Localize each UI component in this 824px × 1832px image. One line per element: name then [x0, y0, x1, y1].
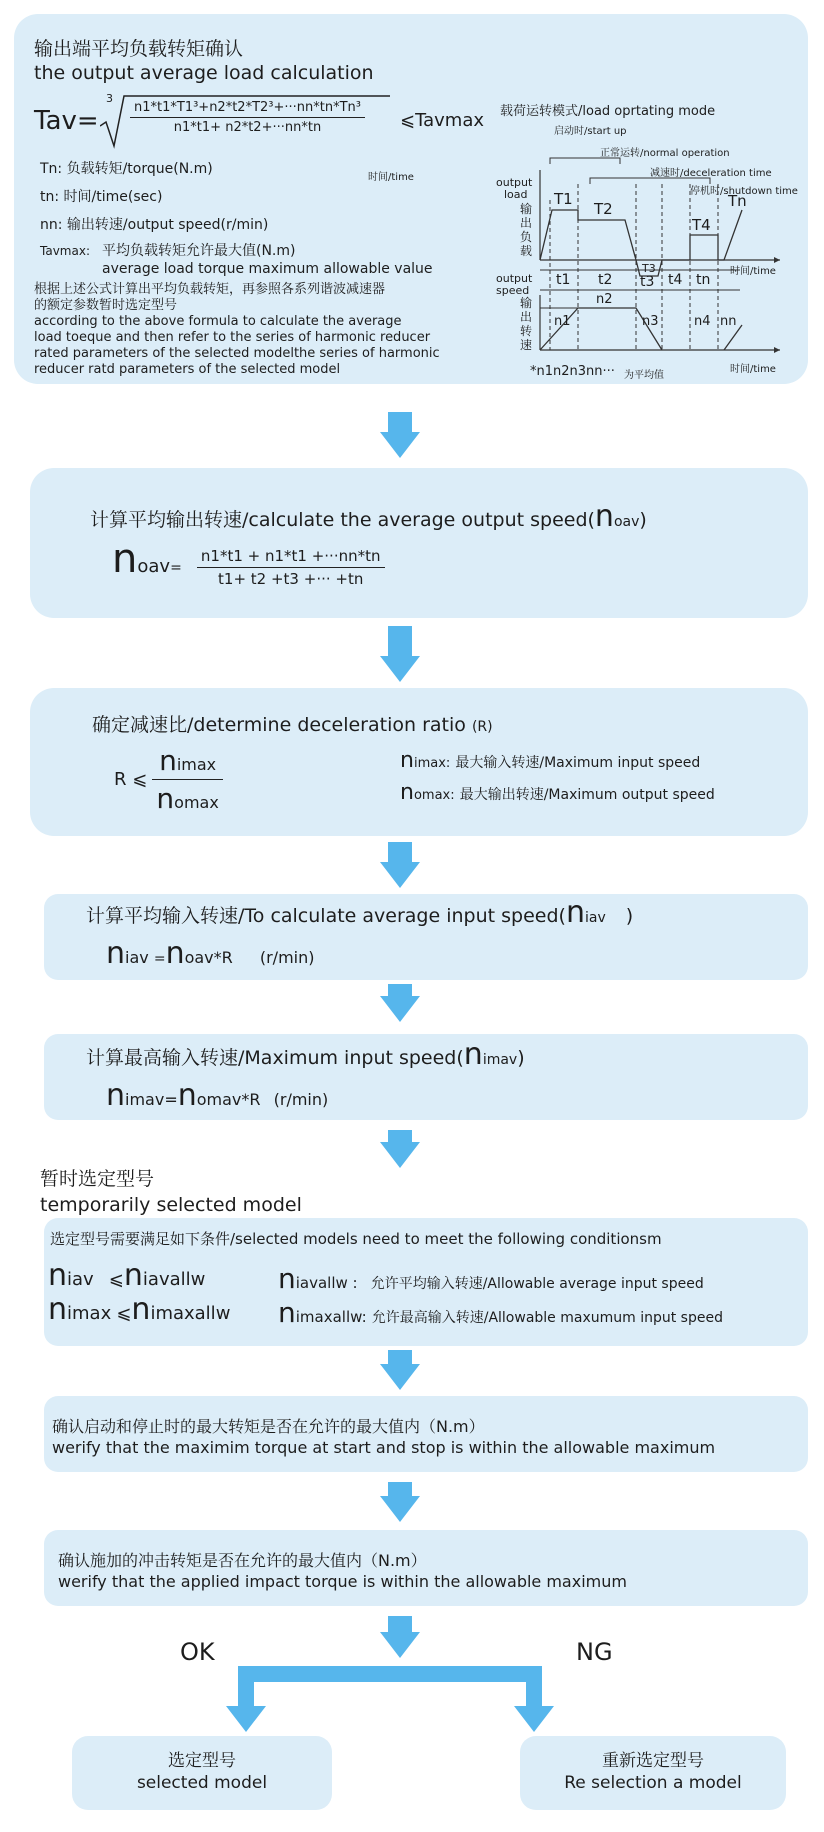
step3-title-r: (R)	[471, 719, 493, 735]
time-label-3: 时间/time	[730, 364, 776, 375]
d2-n: n	[278, 1296, 296, 1329]
d2-text: 允许最高输入转速/Allowable maxumum input speed	[371, 1310, 723, 1326]
step3-def1	[400, 748, 700, 773]
nn-label: nn	[720, 314, 737, 329]
label-decel: 减速时/deceleration time	[650, 168, 772, 179]
arrow-8-head	[380, 1632, 420, 1658]
step7-en: werify that the maximim torque at start and stop is within the allowable maximum	[52, 1438, 716, 1457]
def1-n: n	[400, 748, 414, 773]
n2-label: n2	[596, 292, 613, 307]
c2-sub2: imaxallw	[150, 1303, 231, 1324]
tn-label: tn	[696, 272, 711, 288]
step4-tail: *R	[213, 948, 233, 967]
arrow-3-head	[380, 862, 420, 888]
step6-d2	[278, 1296, 723, 1329]
ratio-num-n: n	[159, 744, 177, 777]
branch-right-shaft	[526, 1666, 542, 1710]
n3-label: n3	[642, 314, 659, 329]
def2-n: n	[400, 780, 414, 805]
arrow-4-shaft	[388, 984, 412, 996]
arrow-2-shaft	[388, 626, 412, 656]
step6-c2	[48, 1292, 230, 1327]
step4-title-sub: iav	[584, 910, 606, 926]
branch-bar	[238, 1666, 542, 1682]
step6-title-en: temporarily selected model	[40, 1194, 302, 1216]
step5-title-text: 计算最高输入转速/Maximum input speed(	[86, 1047, 464, 1069]
c1-op: ⩽	[108, 1269, 124, 1290]
tav-denominator: n1*t1+ n2*t2+···nn*tn	[173, 120, 322, 135]
step5-eq: =	[164, 1090, 178, 1109]
def-tavmax-cn: 平均负载转矩允许最大值(N.m)	[102, 243, 296, 259]
note-cn1: 根据上述公式计算出平均负载转矩，再参照各系列谐波减速器	[34, 282, 386, 297]
label-startup: 启动时/start up	[554, 126, 627, 137]
def-tavmax-key: Tavmax:	[40, 244, 90, 258]
t2-label: t2	[598, 272, 613, 288]
d1-n: n	[278, 1262, 296, 1295]
result-left-en: selected model	[136, 1773, 268, 1793]
step5-unit: (r/min)	[273, 1090, 329, 1109]
step4-formula	[106, 936, 314, 971]
step4-title-end: )	[625, 905, 634, 927]
time-label-2: 时间/time	[730, 266, 776, 277]
step7-cn: 确认启动和停止时的最大转矩是否在允许的最大值内（N.m）	[52, 1417, 485, 1436]
def-tn: Tn: 负载转矩/torque(N.m)	[40, 161, 213, 177]
root-index: 3	[106, 92, 113, 105]
step6-c1	[48, 1258, 205, 1293]
step5-tail: *R	[241, 1090, 261, 1109]
step1-title-cn: 输出端平均负载转矩确认	[34, 38, 244, 60]
step6-d1	[278, 1262, 704, 1295]
arrow-4-head	[380, 996, 420, 1022]
step5-title	[86, 1037, 525, 1072]
note-en2: load toeque and then refer to the series of harmonic reducer	[34, 330, 431, 345]
step8-en: werify that the applied impact torque is within the allowable maximum	[58, 1572, 627, 1591]
d2-sub: imaxallw:	[295, 1308, 367, 1326]
diagram-lines	[490, 100, 800, 380]
footnote-a: *n1n2n3nn···	[530, 364, 615, 379]
footnote-b: 为平均值	[624, 370, 664, 381]
ratio-den-n: n	[156, 782, 175, 815]
ratio-den-sub: omax	[174, 793, 219, 812]
ng-label: NG	[576, 1638, 613, 1666]
def1-sub: imax:	[413, 756, 451, 771]
note-en1: according to the above formula to calculate the average	[34, 314, 402, 329]
result-left-cn: 选定型号	[168, 1751, 236, 1771]
result-right-en: Re selection a model	[564, 1773, 742, 1793]
step8-cn: 确认施加的冲击转矩是否在允许的最大值内（N.m）	[58, 1551, 427, 1570]
arrow-8-shaft	[388, 1616, 412, 1632]
step2-lhs-sub: oav	[137, 556, 171, 577]
out-speed-en1: output	[496, 272, 533, 285]
step2-title-text: 计算平均输出转速/calculate the average output speed(	[90, 509, 595, 531]
c1-n2: n	[123, 1258, 143, 1293]
tav-lhs: Tav=	[34, 106, 99, 136]
c2-op: ⩽	[116, 1303, 132, 1324]
def1-text: 最大输入转速/Maximum input speed	[455, 755, 701, 771]
load-mode-diagram	[490, 100, 800, 380]
c1-n: n	[48, 1258, 68, 1293]
def-nn: nn: 输出转速/output speed(r/min)	[40, 217, 269, 233]
t4-label: t4	[668, 272, 683, 288]
arrow-3-shaft	[388, 842, 412, 862]
result-right-cn: 重新选定型号	[602, 1751, 704, 1771]
step4-sub1: iav	[125, 948, 149, 967]
T4-label: T4	[692, 216, 711, 234]
ok-label: OK	[180, 1638, 215, 1666]
step4-title	[86, 895, 634, 930]
n4-label: n4	[694, 314, 711, 329]
step6-title-cn: 暂时选定型号	[40, 1168, 155, 1190]
branch-left-head	[226, 1706, 266, 1732]
c1-sub: iav	[67, 1269, 94, 1290]
step3-title	[92, 714, 493, 738]
result-selected-model	[72, 1736, 332, 1810]
out-load-cn: 输出负载	[520, 202, 533, 258]
ratio-num-sub: imax	[176, 755, 217, 774]
step5-n1: n	[106, 1078, 126, 1113]
out-load-en2: load	[504, 188, 528, 201]
step5-sub2: omav	[196, 1090, 242, 1109]
label-shutdown: 停机时/shutdown time	[690, 186, 798, 197]
step2-numerator: n1*t1 + n1*t1 +···nn*tn	[197, 547, 385, 568]
step5-sub1: imav	[125, 1090, 165, 1109]
arrow-5-head	[380, 1142, 420, 1168]
step3-formula	[114, 744, 223, 815]
time-note: 时间/time	[368, 172, 414, 183]
step2-title	[90, 499, 647, 534]
d1-text: 允许平均输入转速/Allowable average input speed	[370, 1276, 704, 1292]
note-en4: reducer ratd parameters of the selected model	[34, 362, 341, 377]
def2-text: 最大输出转速/Maximum output speed	[459, 787, 715, 803]
tav-rhs: ⩽Tavmax	[400, 110, 484, 131]
tav-numerator: n1*t1*T1³+n2*t2*T2³+···nn*tn*Tn³	[130, 100, 365, 118]
diagram-title: 载荷运转模式/load oprtating mode	[500, 104, 716, 119]
T3-label: T3	[642, 262, 656, 275]
c2-n: n	[48, 1292, 68, 1327]
arrow-1-shaft	[388, 412, 412, 432]
c1-sub2: iavallw	[142, 1269, 206, 1290]
step2-denominator: t1+ t2 +t3 +··· +tn	[218, 570, 364, 588]
arrow-7-shaft	[388, 1482, 412, 1496]
branch-left-shaft	[238, 1666, 254, 1710]
step2-title-sub: oav	[613, 514, 640, 530]
t3-label: t3	[640, 274, 655, 290]
out-speed-cn: 输出转速	[520, 296, 533, 352]
step2-formula: noav= $\frac{n1*t1 + n1*t1 +\cdot\cdot\cdot nn*tn}{t1+ t2 +t3 +\cdot\cdot\cdot +tn}$	[112, 542, 385, 588]
c2-sub: imax	[67, 1303, 112, 1324]
step4-n1: n	[106, 936, 126, 971]
arrow-1-head	[380, 432, 420, 458]
arrow-6-head	[380, 1364, 420, 1390]
out-load-en1: output	[496, 176, 533, 189]
T2-label: T2	[594, 200, 613, 218]
step5-n2: n	[177, 1078, 197, 1113]
step2-title-n: n	[594, 499, 614, 534]
step3-lhs: R ⩽	[114, 769, 148, 790]
step5-title-n: n	[463, 1037, 483, 1072]
T1-label: T1	[554, 190, 573, 208]
note-cn2: 的额定参数暂时选定型号	[34, 298, 178, 313]
step4-title-n: n	[565, 895, 585, 930]
step4-n2: n	[165, 936, 185, 971]
arrow-5-shaft	[388, 1130, 412, 1142]
arrow-2-head	[380, 656, 420, 682]
c2-n2: n	[131, 1292, 151, 1327]
label-normal: 正常运转/normal operation	[600, 148, 730, 159]
step6-condition: 选定型号需要满足如下条件/selected models need to meet the following conditionsm	[50, 1230, 662, 1248]
d1-sub: iavallw :	[295, 1274, 358, 1292]
step5-formula	[106, 1078, 328, 1113]
step1-title-en: the output average load calculation	[34, 62, 374, 84]
def-tavmax-en: average load torque maximum allowable value	[102, 261, 433, 277]
n1-label: n1	[554, 314, 571, 329]
def2-sub: omax:	[413, 788, 455, 803]
def-tn2: tn: 时间/time(sec)	[40, 189, 163, 205]
out-speed-en2: speed	[496, 284, 530, 297]
step4-unit: (r/min)	[259, 948, 315, 967]
step2-lhs-n: n	[112, 536, 138, 582]
step3-title-text: 确定减速比/determine deceleration ratio	[92, 714, 466, 736]
step2-title-end: )	[639, 509, 647, 531]
step3-def2	[400, 780, 715, 805]
result-reselect-model	[520, 1736, 786, 1810]
step5-title-sub: imav	[482, 1052, 518, 1068]
branch-right-head	[514, 1706, 554, 1732]
step4-eq: =	[153, 951, 166, 967]
step4-sub2: oav	[184, 948, 214, 967]
Tn-label: Tn	[728, 192, 747, 210]
arrow-6-shaft	[388, 1350, 412, 1364]
note-en3: rated parameters of the selected modelthe series of harmonic	[34, 346, 440, 361]
step4-title-text: 计算平均输入转速/To calculate average input speed(	[86, 905, 566, 927]
t1-label: t1	[556, 272, 571, 288]
step5-title-end: )	[517, 1047, 525, 1069]
arrow-7-head	[380, 1496, 420, 1522]
